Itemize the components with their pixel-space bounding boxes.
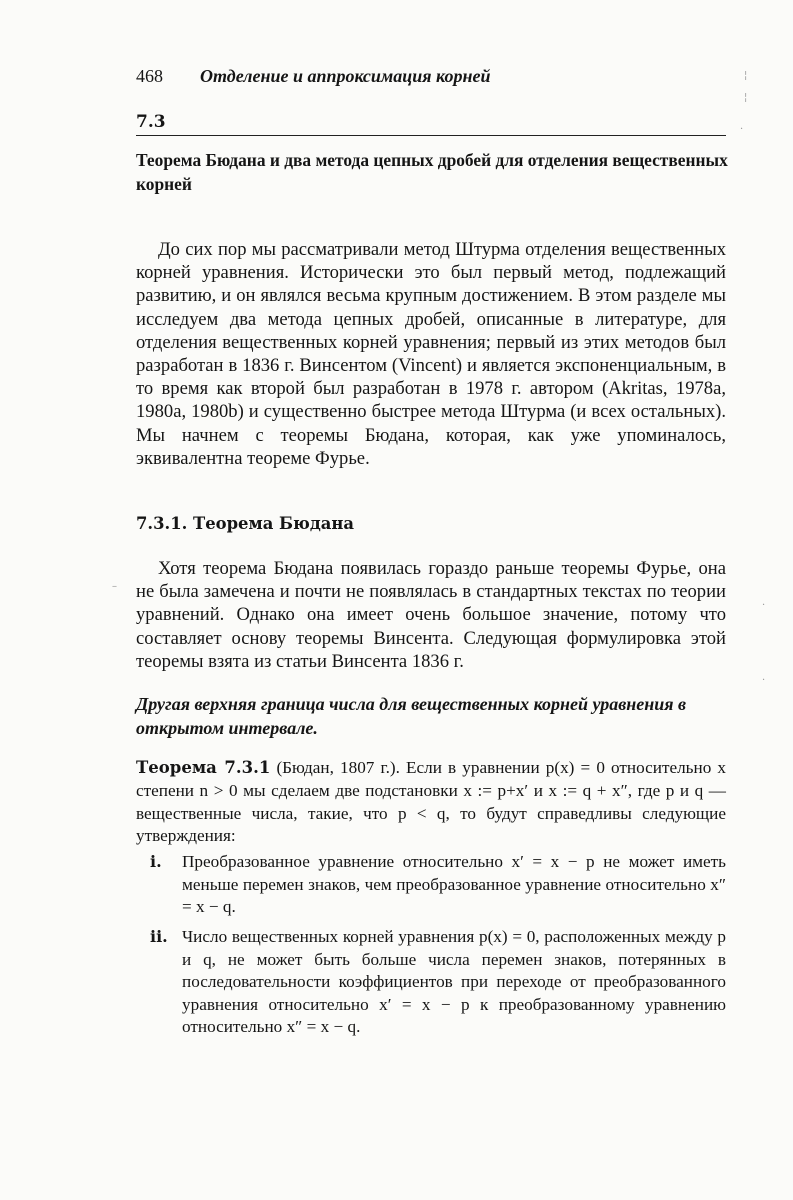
item-marker: i. [150, 852, 162, 871]
subsection-paragraph: Хотя теорема Бюдана появилась гораздо раньше теоремы Фурье, она не была замечена и почти не появлялась в стандартных текстах по теории уравнений. Однако она имеет очень большое значение, потому что составляет основу теоремы Винсента. Следующая формулировка этой теоремы взята из статьи Винсента 1836 г. [136, 558, 726, 672]
page-number: 468 [136, 66, 163, 86]
item-marker: ii. [150, 927, 168, 946]
scan-speck: ¦ [744, 92, 748, 103]
section-title: Теорема Бюдана и два метода цепных дробей для отделения вещественных корней [136, 150, 728, 194]
running-title: Отделение и аппроксимация корней [200, 66, 491, 86]
section-rule [136, 135, 726, 136]
running-head [136, 66, 736, 87]
item-text: Число вещественных корней уравнения p(x) = 0, расположенных между p и q, не может быть больше числа перемен знаков, потерянных в последовательности коэффициентов при переходе от преобразованного уравнения относительно x′ = x − p к преобразованному уравнению относительно x″ = x − q. [182, 927, 726, 1037]
scan-speck: · [762, 600, 766, 611]
section-number: 7.3 [136, 112, 166, 132]
theorem-item [150, 926, 726, 1039]
scan-speck: · [762, 675, 766, 686]
claim-statement: Другая верхняя граница числа для вещественных корней уравнения в открытом интервале. [136, 694, 687, 738]
scan-speck: · [740, 124, 744, 135]
theorem-statement [136, 757, 726, 848]
subsection-title: 7.3.1. Теорема Бюдана [136, 514, 355, 533]
scan-speck: ¦ [744, 70, 748, 81]
theorem-text: (Бюдан, 1807 г.). Если в уравнении p(x) = 0 относительно x степени n > 0 мы сделаем две подстановки x := p+x′ и x := q + x″, где p и q — вещественные числа, такие, что p < q, то будут справедливы следующие утверждения: [136, 758, 727, 846]
theorem-head: Теорема 7.3.1 [136, 758, 271, 777]
scan-speck: – [112, 581, 117, 592]
theorem-item [150, 851, 726, 919]
intro-paragraph: До сих пор мы рассматривали метод Штурма отделения вещественных корней уравнения. Исторически это был первый метод, подлежащий развитию, и он являлся весьма крупным достижением. В этом разделе мы исследуем два метода цепных дробей, описанные в литературе, для отделения вещественных корней уравнения; первый из этих методов был разработан в 1836 г. Винсентом (Vincent) и является экспоненциальным, в то время как второй был разработан в 1978 г. автором (Akritas, 1978a, 1980a, 1980b) и существенно быстрее метода Штурма (и всех остальных). Мы начнем с теоремы Бюдана, которая, как уже упоминалось, эквивалентна теореме Фурье. [136, 239, 726, 469]
item-text: Преобразованное уравнение относительно x′ = x − p не может иметь меньше перемен знаков, чем преобразованное уравнение относительно x″ = x − q. [182, 852, 726, 917]
